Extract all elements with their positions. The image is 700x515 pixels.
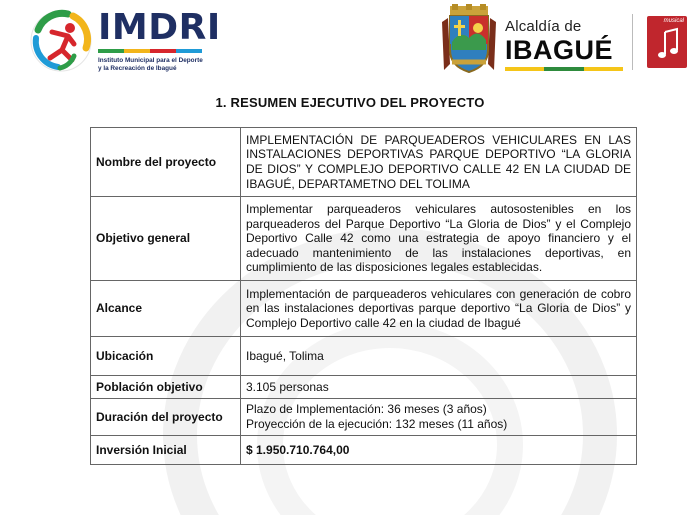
objetivo-label: Objetivo general: [91, 197, 241, 281]
imdri-name: IMDRI: [98, 7, 221, 48]
nombre-value: IMPLEMENTACIÓN DE PARQUEADEROS VEHICULARES EN LAS INSTALACIONES DEPORTIVAS PARQUE DEPORTIVO “LA GLORIA DE DIOS” Y COMPLEJO DEPORTIVO CALLE 42 EN LA CIUDAD DE IBAGUÉ, DEPARTAMETNO DEL TOLIMA: [241, 128, 637, 197]
inversion-label: Inversión Inicial: [91, 436, 241, 465]
table-row-ubicacion: [91, 337, 637, 376]
nombre-label: Nombre del proyecto: [91, 128, 241, 197]
poblacion-value: 3.105 personas: [241, 376, 637, 399]
alcaldia-flag-bar: [505, 67, 623, 71]
inversion-value: $ 1.950.710.764,00: [241, 436, 637, 465]
duracion-value: [241, 399, 637, 436]
section-title: 1. RESUMEN EJECUTIVO DEL PROYECTO: [215, 95, 485, 110]
musical-label: musical: [663, 18, 684, 24]
imdri-wordmark: [98, 9, 221, 73]
imdri-subtitle-line1: Instituto Municipal para el Deporte: [98, 57, 203, 64]
ubicacion-value: Ibagué, Tolima: [241, 337, 637, 376]
table-row-inversion: [91, 436, 637, 465]
alcaldia-top: Alcaldía de: [505, 18, 582, 35]
imdri-logo-icon: [28, 8, 94, 74]
ubicacion-label: Ubicación: [91, 337, 241, 376]
objetivo-value: Implementar parqueaderos vehiculares autosostenibles en los parqueaderos del Parque Deportivo “La Gloria de Dios” y el Complejo Deportivo Calle 42 como una estrategia de apoyo financiero y el adecuado mantenimiento de las instalaciones deportivas, en cumplimiento de las disposiciones legales establecidas.: [241, 197, 637, 281]
table-row-objetivo: [91, 197, 637, 281]
duracion-line1: Plazo de Implementación: 36 meses (3 años): [246, 402, 487, 417]
musical-logo: [647, 16, 687, 68]
table-row-alcance: [91, 281, 637, 337]
imdri-color-bar: [98, 49, 202, 53]
imdri-subtitle-line2: y la Recreación de Ibagué: [98, 65, 177, 72]
music-note-icon: [647, 16, 687, 68]
table-row-poblacion: [91, 376, 637, 399]
project-summary-table: [90, 127, 637, 465]
alcance-label: Alcance: [91, 281, 241, 337]
alcance-value: Implementación de parqueaderos vehiculares con generación de cobro en las instalaciones deportivas parque deportivo “La Gloria de Dios” y Complejo Deportivo calle 42 en la ciudad de Ibagué: [241, 281, 637, 337]
alcaldia-main: IBAGUÉ: [505, 35, 614, 65]
poblacion-label: Población objetivo: [91, 376, 241, 399]
alcaldia-wordmark: [505, 19, 623, 71]
duracion-line2: Proyección de la ejecución: 132 meses (11 años): [246, 417, 508, 431]
imdri-subtitle: [98, 57, 221, 73]
duracion-label: Duración del proyecto: [91, 399, 241, 436]
header-divider: [632, 14, 633, 70]
table-row-duracion: [91, 399, 637, 436]
table-row-nombre: [91, 128, 637, 197]
ibague-crest-icon: [440, 4, 498, 76]
